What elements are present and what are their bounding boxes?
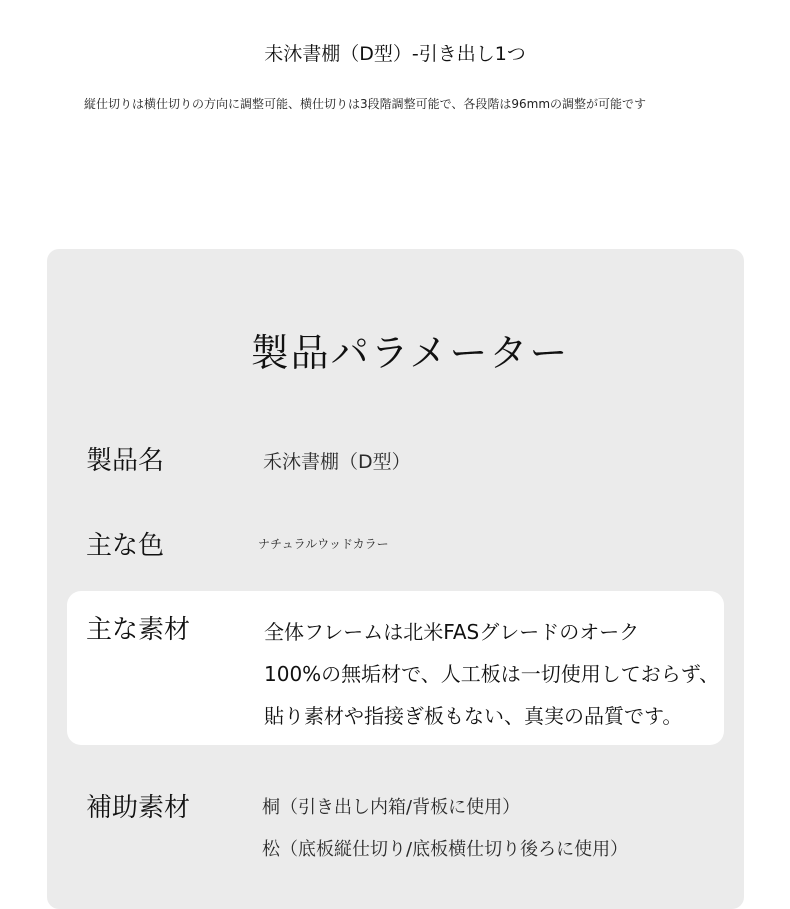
parameters-heading: 製品パラメーター — [250, 331, 570, 375]
main-material-label: 主な素材 — [86, 615, 191, 645]
aux-material-line: 松（底板縦仕切り/底板横仕切り後ろに使用） — [262, 839, 629, 860]
main-material-value — [264, 611, 719, 737]
aux-material-label: 補助素材 — [86, 793, 191, 823]
aux-material-line: 桐（引き出し内箱/背板に使用） — [262, 797, 521, 818]
main-material-line: 全体フレームは北米FASグレードのオーク — [264, 620, 640, 644]
aux-material-value — [262, 787, 628, 871]
product-name-value: 禾沐書棚（D型） — [263, 451, 411, 473]
main-color-value: ナチュラルウッドカラー — [258, 537, 389, 551]
adjustment-note: 縦仕切りは横仕切りの方向に調整可能、横仕切りは3段階調整可能で、各段階は96mmの調整が可能です — [84, 97, 647, 111]
page-title: 未沐書棚（D型）-引き出し1つ — [264, 43, 526, 65]
main-color-label: 主な色 — [86, 531, 165, 561]
product-name-label: 製品名 — [86, 446, 165, 476]
main-material-line: 貼り素材や指接ぎ板もない、真実の品質です。 — [264, 704, 683, 728]
main-material-line: 100%の無垢材で、人工板は一切使用しておらず、 — [264, 662, 720, 686]
